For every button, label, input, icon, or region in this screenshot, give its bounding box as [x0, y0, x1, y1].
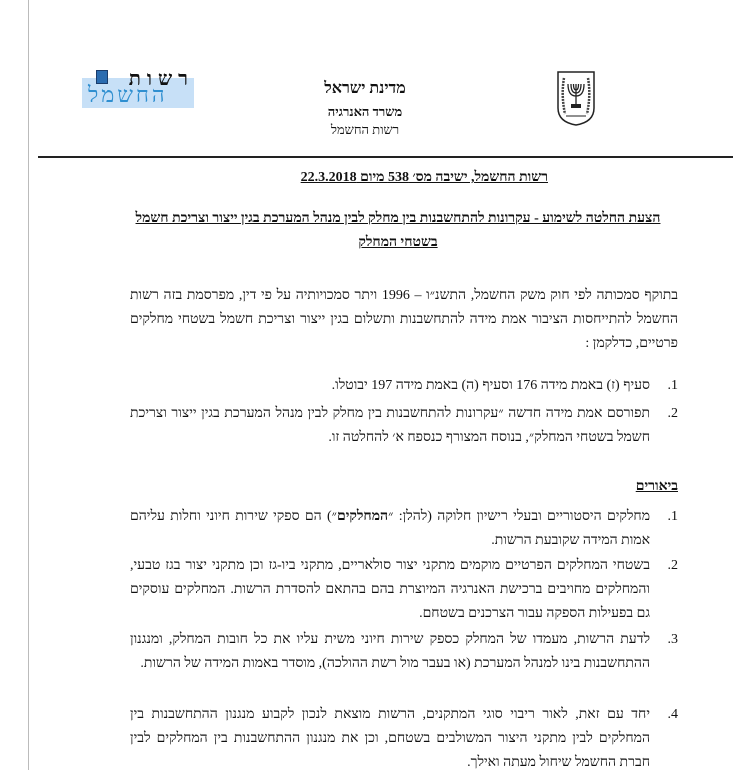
ministry-name: משרד האנרגיה — [327, 104, 403, 119]
decision-item — [130, 374, 678, 398]
electricity-authority-logo — [82, 68, 194, 110]
explanation-item — [130, 505, 678, 553]
header-divider — [38, 156, 733, 158]
item-number: 1. — [667, 378, 678, 393]
item-text: בשטחי המחלקים הפרטיים מוקמים מתקני יצור סולאריים, מתקני ביו-גז וכן מתקני יצור בגז טבעי, והמחלקים מחויבים ברכישת האנרגיה המיוצרת בהם בהתאם להסדרת הרשות. המחלקים עוסקים גם בפעילות הספקה עבור הצרכנים בשטחם. — [130, 558, 650, 621]
item-text: תפורסם אמת מידה חדשה ״עקרונות להתחשבנות בין מחלק לבין מנהל המערכת בגין ייצור וצריכת חשמל בשטחי המחלק״, בנוסח המצורף כנספח א׳ להחלטה זו. — [130, 406, 650, 445]
item-number: 1. — [667, 509, 678, 524]
logo-line1: רשות — [128, 66, 194, 90]
authority-name: רשות החשמל — [330, 122, 400, 137]
explanation-item — [130, 628, 678, 676]
decision-title: הצעת החלטה לשימוע - עקרונות להתחשבנות בין מחלק לבין מנהל המערכת בגין ייצור וצריכת חשמל בשטחי המחלק — [135, 211, 661, 250]
explanation-item — [130, 703, 678, 770]
defined-term: המחלקים — [336, 509, 389, 524]
item-text — [130, 505, 650, 553]
meeting-title: רשות החשמל, ישיבה מס׳ 538 מיום 22.3.2018 — [300, 170, 548, 185]
item-number: 2. — [667, 558, 678, 573]
state-name: מדינת ישראל — [324, 80, 406, 97]
decision-item — [130, 402, 678, 450]
item-text: לדעת הרשות, מעמדו של המחלק כספק שירות חיוני משית עליו את כל חובות המחלק, ומנגנון ההתחשבנות בינו למנהל המערכת (או בעבר מול רשת ההולכה), מוסדר באמות המידה של הרשות. — [130, 632, 650, 671]
explanation-item — [130, 554, 678, 626]
item-text: יחד עם זאת, לאור ריבוי סוגי המתקנים, הרשות מוצאת לנכון לקבוע מנגנון ההתחשבנות בין המחלקים לבין מתקני היצור המשולבים בשטחם, וכן את מנגנון ההתחשבנות בין המחלקים לבין חברת החשמל שיחול מעתה ואילך. — [130, 707, 650, 770]
item-number: 2. — [667, 406, 678, 421]
intro-paragraph: בתוקף סמכותה לפי חוק משק החשמל, התשנ״ו – 1996 ויתר סמכויותיה על פי דין, מפרסמת בזה רשות החשמל להתייחסות הציבור אמת מידה להתחשבנות ותשלום בגין ייצור וצריכת חשמל בשטחי מחלקים פרטיים, כדלקמן : — [130, 288, 678, 351]
item-text: סעיף (ז) באמת מידה 176 וסעיף (ה) באמת מידה 197 יבוטלו. — [331, 378, 650, 393]
logo-line2: החשמל — [88, 83, 168, 108]
text-part: ״) הם ספקי שירות חיוני וחלות עליהם אמות המידה שקובעת הרשות. — [130, 509, 650, 548]
item-number: 4. — [667, 707, 678, 722]
item-number: 3. — [667, 632, 678, 647]
page-border — [28, 0, 29, 770]
text-part: מחלקים היסטוריים ובעלי רישיון חלוקה (להלן: ״ — [388, 509, 650, 524]
state-emblem-icon — [556, 70, 596, 126]
explanations-heading: ביאורים — [635, 479, 678, 494]
